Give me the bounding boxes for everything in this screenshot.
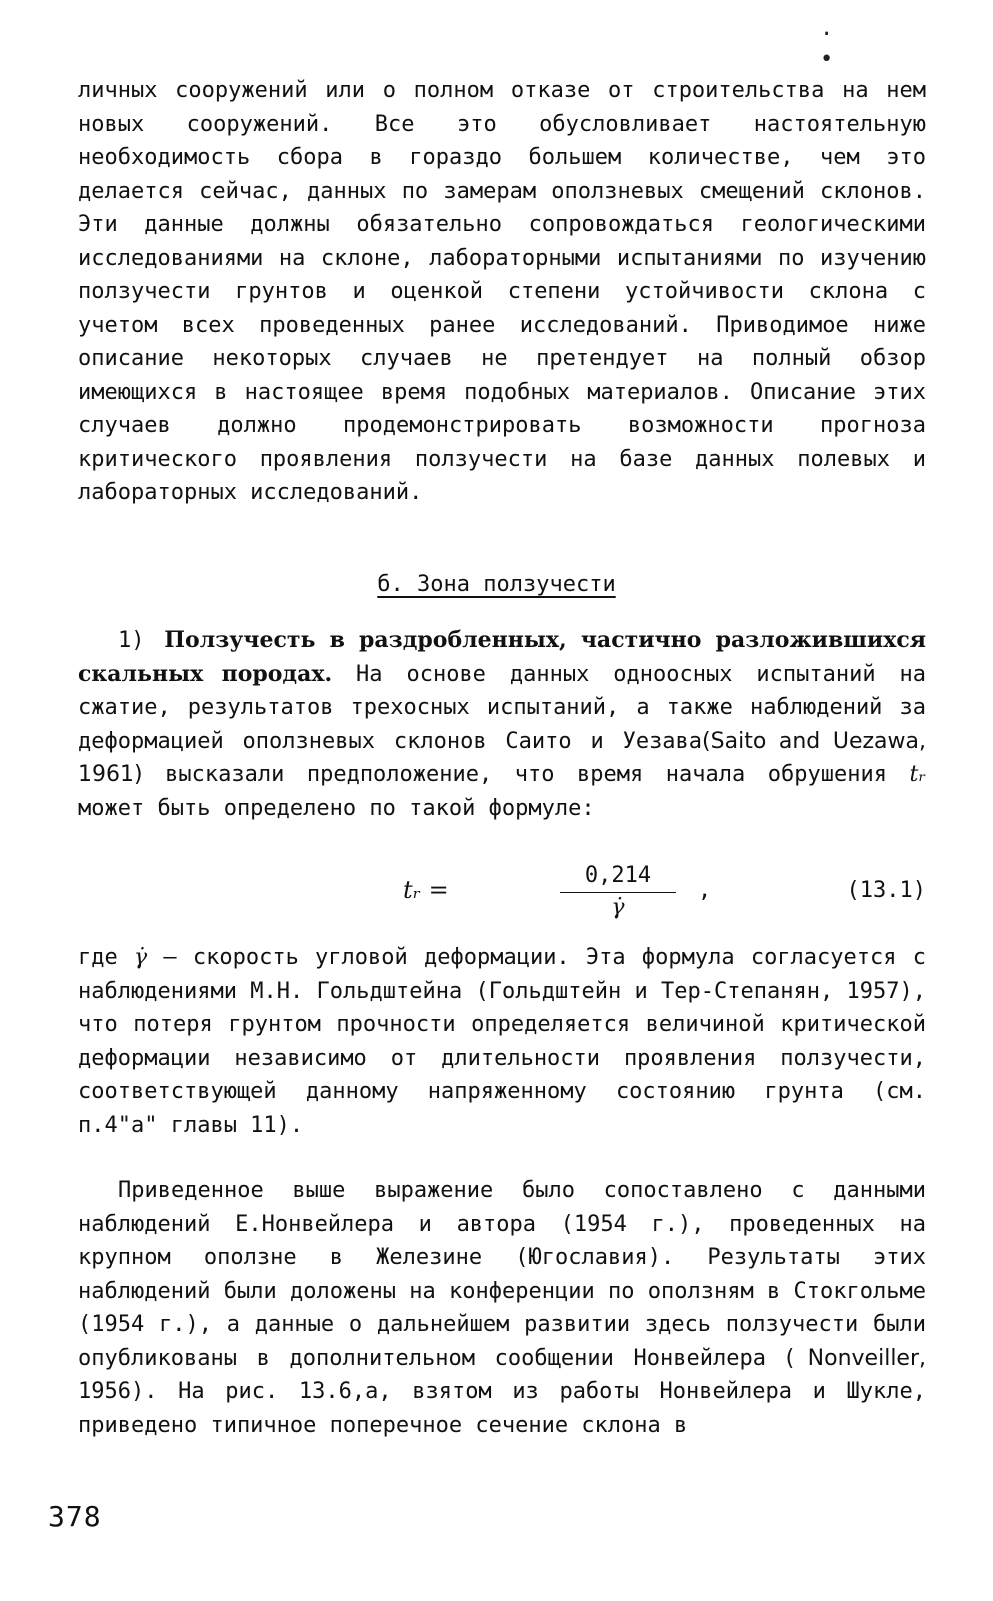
- compare-text-2: 1956). На рис. 13.6,а, взятом из работы Нонвейлера и Шукле, приведено типичное поперечное сечение склона в: [78, 1379, 926, 1438]
- section-heading-text: б. Зона ползучести: [377, 572, 616, 597]
- item-bold-title: Ползучесть в раздробленных, частично разложившихся скальных породах.: [78, 627, 926, 687]
- citation-saito: (Saito and Uezawa, 1961): [78, 728, 926, 787]
- where-text: – скорость угловой деформации. Эта формула согласуется с наблюдениями М.Н. Гольдштейна (Гольдштейн и Тер-Степанян, 1957), что потеря грунтом прочности определяется величиной критической деформации независимо от длительности проявления ползучести, соответствующей данному напряженному состоянию грунта (см. п.4"а" главы 11).: [78, 945, 926, 1138]
- creep-text-2: высказали предположение, что время начала обрушения: [165, 762, 887, 787]
- formula-number: (13.1): [846, 878, 926, 903]
- creep-text-3: может быть определено по такой формуле:: [78, 795, 595, 821]
- paragraph-intro: личных сооружений или о полном отказе от строительства на нем новых сооружений. Все это обусловливает настоятельную необходимость сбора в гораздо большем количестве, чем это делается сейчас, данных по замерам оползневых смещений склонов. Эти данные должны обязательно сопровождаться геологическими исследованиями на склоне, лабораторными испытаниями по изучению ползучести грунтов и оценкой степени устойчивости склона с учетом всех проведенных ранее исследований. Приводимое ниже описание некоторых случаев не претендует на полный обзор имеющихся в настоящее время подобных материалов. Описание этих случаев должно продемонстрировать возможности прогноза критического проявления ползучести на базе данных полевых и лабораторных исследований.: [78, 78, 926, 505]
- formula-numerator: 0,214: [560, 862, 676, 893]
- where-lead: где: [78, 945, 118, 970]
- compare-text-1: Приведенное выше выражение было сопоставлено с данными наблюдений Е.Нонвейлера и автора (1954 г.), проведенных на крупном оползне в Железине (Югославия). Результаты этих наблюдений были доложены на конференции по оползням в Стокгольме (1954 г.), а данные о дальнейшем развитии здесь ползучести были опубликованы в дополнительном сообщении Нонвейлера: [78, 1178, 926, 1371]
- item-number: 1): [118, 628, 145, 653]
- symbol-gamma-dot: γ̇: [133, 945, 148, 970]
- symbol-tr: tᵣ: [909, 762, 926, 787]
- formula-lhs: tᵣ =: [403, 876, 449, 904]
- page-number: 378: [48, 1500, 102, 1533]
- citation-nonveiller: ( Nonveiller,: [785, 1345, 927, 1371]
- paragraph-where: [78, 941, 926, 1142]
- formula-13-1: [78, 862, 926, 934]
- formula-comma: ,: [698, 878, 712, 903]
- formula-denominator: γ̇: [611, 895, 625, 920]
- paragraph-compare: [78, 1174, 926, 1442]
- corner-marks: · •: [820, 22, 884, 72]
- section-heading: [0, 572, 993, 597]
- paragraph-creep: [78, 624, 926, 825]
- creep-text-1: На основе данных одноосных испытаний на сжатие, результатов трехосных испытаний, а также наблюдений за деформацией оползневых склонов Саито и Уезава: [78, 661, 926, 754]
- formula-fraction: [560, 862, 676, 923]
